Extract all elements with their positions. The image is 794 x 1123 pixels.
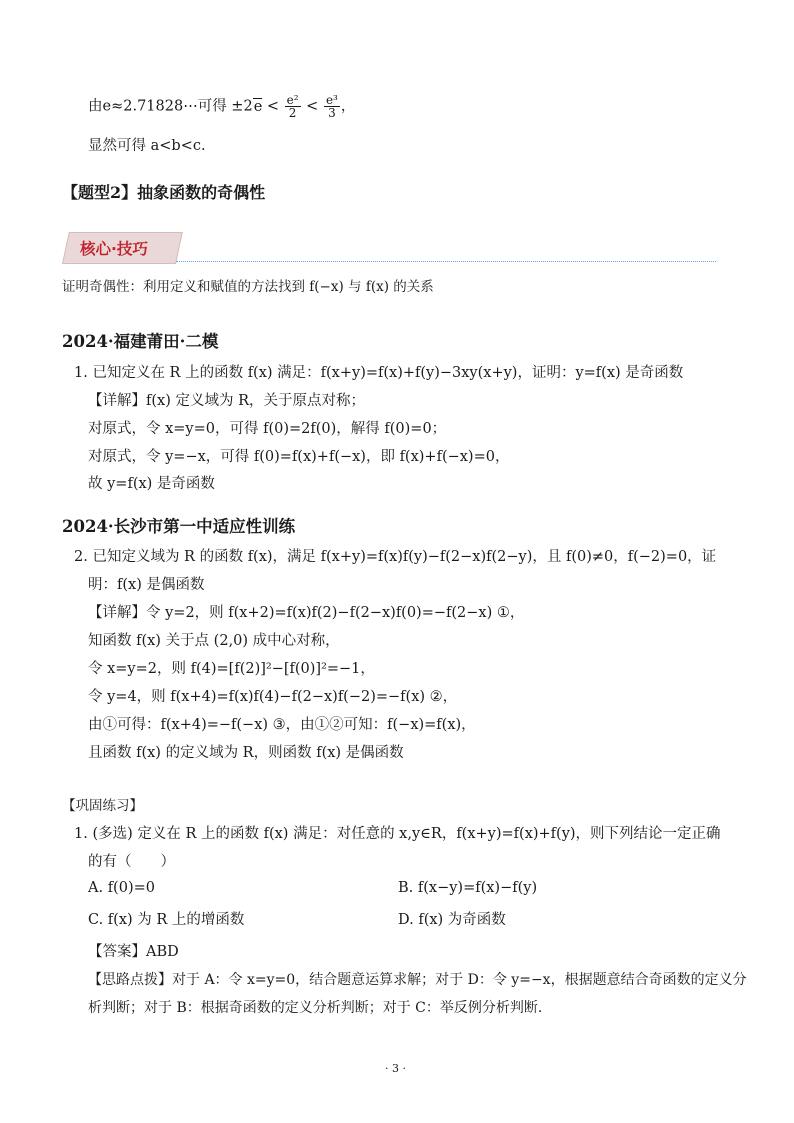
tip-divider	[176, 261, 716, 262]
problem-2-solution-line: 【详解】令 y=2，则 f(x+2)=f(x)f(2)−f(2−x)f(0)=−f(2−x) ①，	[88, 605, 525, 621]
continuation-line-1: 由e≈2.71828⋯可得 ±2e < $\frac{\text{e²}}{2}$ < $\frac{\text{e³}}{3}$ ，	[88, 93, 356, 120]
answer: 【答案】ABD	[88, 944, 179, 960]
tip-text: 证明奇偶性：利用定义和赋值的方法找到 f(−x) 与 f(x) 的关系	[62, 279, 434, 295]
option-d: D. f(x) 为奇函数	[398, 912, 506, 928]
problem-2-statement-cont: 明：f(x) 是偶函数	[88, 577, 205, 593]
problem-1-solution-line: 对原式，令 x=y=0，可得 f(0)=2f(0)，解得 f(0)=0；	[88, 421, 447, 437]
problem-1-statement: 1. 已知定义在 R 上的函数 f(x) 满足：f(x+y)=f(x)+f(y)−3xy(x+y)，证明：y=f(x) 是奇函数	[74, 365, 684, 381]
page-number: · 3 ·	[385, 1062, 406, 1075]
fraction-e3-over-3: $\frac{\text{e³}}{3}$	[325, 93, 338, 120]
hint-line-1: 【思路点拨】对于 A：令 x=y=0，结合题意运算求解；对于 D：令 y=−x，根据题意结合奇函数的定义分	[88, 972, 747, 988]
option-b: B. f(x−y)=f(x)−f(y)	[398, 880, 538, 896]
practice-title: 【巩固练习】	[62, 798, 143, 814]
tip-header	[62, 232, 716, 266]
continuation-line-2: 显然可得 a<b<c.	[88, 138, 206, 154]
problem-2-solution-line: 令 x=y=2，则 f(4)=[f(2)]²−[f(0)]²=−1，	[88, 661, 375, 677]
problem-1-source: 2024·福建莆田·二模	[62, 332, 219, 351]
problem-2-solution-line: 由①可得：f(x+4)=−f(−x) ③，由①②可知：f(−x)=f(x)，	[88, 717, 476, 733]
option-c: C. f(x) 为 R 上的增函数	[88, 912, 245, 928]
problem-1-solution-line: 对原式，令 y=−x，可得 f(0)=f(x)+f(−x)，即 f(x)+f(−x)=0，	[88, 449, 510, 465]
option-a: A. f(0)=0	[88, 880, 155, 896]
fraction-e2-over-2: $\frac{\text{e²}}{2}$	[286, 93, 299, 120]
problem-2-source: 2024·长沙市第一中适应性训练	[62, 517, 296, 536]
section-title: 【题型2】抽象函数的奇偶性	[62, 183, 266, 202]
problem-2-solution-line: 知函数 f(x) 关于点 (2,0) 成中心对称，	[88, 633, 340, 649]
problem-1-solution-line: 【详解】f(x) 定义域为 R，关于原点对称；	[88, 393, 365, 409]
problem-1-solution-line: 故 y=f(x) 是奇函数	[88, 476, 215, 492]
problem-2-solution-line: 令 y=4，则 f(x+4)=f(x)f(4)−f(2−x)f(−2)=−f(x) ②，	[88, 689, 458, 705]
problem-2-statement: 2. 已知定义域为 R 的函数 f(x)，满足 f(x+y)=f(x)f(y)−f(2−x)f(2−y)，且 f(0)≠0，f(−2)=0，证	[74, 549, 717, 565]
practice-question-cont: 的有（ ）	[88, 854, 175, 870]
sqrt-e: e	[253, 98, 263, 115]
hint-line-2: 析判断；对于 B：根据奇函数的定义分析判断；对于 C：举反例分析判断.	[88, 1000, 543, 1016]
tip-badge-label: 核心·技巧	[80, 240, 148, 258]
practice-question: 1. (多选) 定义在 R 上的函数 f(x) 满足：对任意的 x,y∈R，f(x+y)=f(x)+f(y)，则下列结论一定正确	[74, 826, 721, 842]
problem-2-solution-line: 且函数 f(x) 的定义域为 R，则函数 f(x) 是偶函数	[88, 745, 404, 761]
